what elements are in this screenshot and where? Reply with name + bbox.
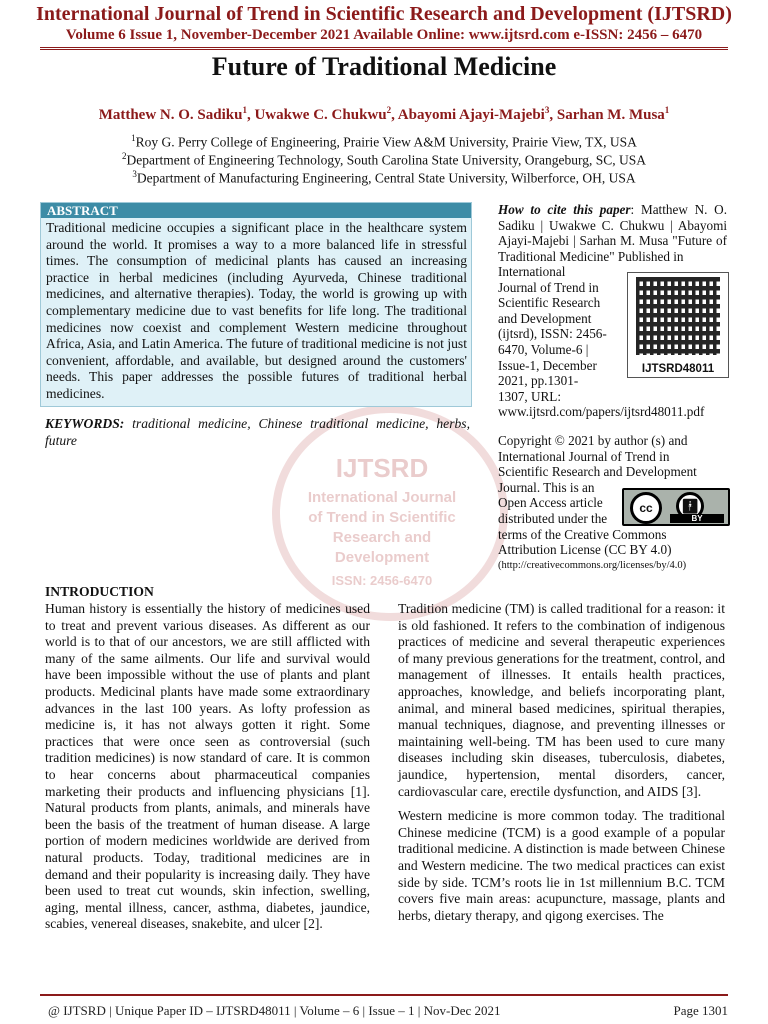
- keywords: [45, 416, 470, 449]
- citation-narrow: [498, 264, 620, 404]
- citation-line: International: [498, 264, 566, 279]
- citation-line: Scientific Research: [498, 295, 601, 311]
- footer-info: @ IJTSRD | Unique Paper ID – IJTSRD48011 | Volume – 6 | Issue – 1 | Nov-Dec 2021: [48, 1003, 501, 1018]
- watermark-acronym: IJTSRD: [335, 453, 429, 483]
- affiliation-text: Department of Engineering Technology, South Carolina State University, Orangeburg, SC, USA: [126, 152, 646, 168]
- paragraph: Tradition medicine (TM) is called traditional for a reason: it is old fashioned. It refers to the combination of indigenous practices of medicine and several therapeutic experiences of many previous generations for the treatment, control, and management of illnesses. It entails health practices, approaches, knowledge, and beliefs incorporating plant, animal, and mineral based medicines, spiritual therapies, manual techniques, diagnose, and preventing illnesses or maintaining well-being. TM has been used to cure many diseases including skin diseases, tuberculosis, diabetes, jaundice, hypertension, mental disorders, cancer, cardiovascular care, erectile dysfunction, and AIDS [3].: [398, 601, 725, 799]
- section-heading-introduction: INTRODUCTION: [45, 584, 154, 599]
- citation-line: Issue-1, December: [498, 357, 597, 373]
- affiliation-3: [0, 166, 768, 187]
- qr-code: [627, 272, 729, 378]
- watermark-line: of Trend in Scientific: [308, 509, 456, 526]
- qr-label: IJTSRD48011: [641, 363, 715, 375]
- by-label: BY: [670, 514, 724, 523]
- copyright-line: Open Access article: [498, 495, 603, 511]
- copyright-line: terms of the Creative Commons: [498, 526, 667, 542]
- citation-line: 6470, Volume-6 |: [498, 341, 589, 357]
- keywords-text: traditional medicine, Chinese traditional medicine, herbs, future: [45, 416, 470, 448]
- author-aff: 2: [386, 105, 392, 115]
- intro-left-column: [45, 601, 370, 933]
- page-number: Page 1301: [673, 1003, 728, 1018]
- citation-url[interactable]: www.ijtsrd.com/papers/ijtsrd48011.pdf: [498, 404, 705, 419]
- footer-divider: [40, 994, 728, 996]
- abstract-text: Traditional medicine occupies a significant place in the healthcare system around the world. It promises a way to a more balanced life in stressful times. The consumption of medicinal plants has caused an increasing practice in herbal medicines (including Ayurveda, Chinese traditional medicines, and alternative therapies). Today, the world is growing up with complementary medicine due to vast benefits for life long. The traditional medicines now coexist and complement Western medicine throughout Africa, Asia, and Latin America. The future of traditional medicine is not just convenient, affordable, and available, but designed around the customers' needs. This paper addresses the possible futures of traditional herbal medicines.: [46, 220, 467, 401]
- author-list: Matthew N. O. Sadiku$^1$, Uwakwe C. Chukwu$^2$, Abayomi Ajayi-Majebi$^3$, Sarhan M. Musa$^1$: [98, 105, 670, 123]
- author-name: Sarhan M. Musa: [556, 107, 665, 123]
- cc-icon: cc: [630, 492, 662, 524]
- author-aff: 3: [544, 105, 550, 115]
- citation-line: Journal of Trend in: [498, 279, 599, 295]
- author-name: Matthew N. O. Sadiku: [98, 107, 243, 123]
- author-aff: 1: [664, 105, 670, 115]
- copyright-line: Scientific Research and Development: [498, 464, 697, 480]
- journal-name: International Journal of Trend in Scientific Research and Development (IJTSRD): [36, 3, 732, 25]
- paper-title: Future of Traditional Medicine: [211, 52, 557, 81]
- watermark-line: Research and: [332, 529, 432, 546]
- affiliation-num: 2: [122, 151, 127, 161]
- citation-line: and Development: [498, 310, 592, 326]
- affiliation-text: Department of Manufacturing Engineering, Central State University, Wilberforce, OH, USA: [136, 170, 636, 186]
- citation-line: 2021, pp.1301-: [498, 373, 579, 389]
- cc-by-badge: [622, 488, 730, 526]
- copyright-line: International Journal of Trend in: [498, 448, 670, 464]
- qr-code-icon: [636, 277, 720, 355]
- author-name: Uwakwe C. Chukwu: [254, 107, 387, 123]
- copyright-line: Journal. This is an: [498, 479, 595, 495]
- keywords-label: KEYWORDS:: [45, 416, 125, 431]
- copyright-line: distributed under the: [498, 510, 608, 526]
- header-divider: [40, 47, 728, 50]
- intro-right-column: [398, 601, 725, 924]
- citation-label: How to cite this paper: [498, 202, 631, 217]
- license-url[interactable]: (http://creativecommons.org/licenses/by/4.0): [498, 559, 687, 571]
- watermark-line: Development: [334, 549, 430, 566]
- attribution-person-icon: 🚹︎: [676, 492, 704, 520]
- affiliation-num: 1: [131, 133, 136, 143]
- paragraph: Western medicine is more common today. The traditional Chinese medicine (TCM) is a good example of a popular traditional medicine. A distinction is made between Chinese and Western medicine. The two medical practices can exist side by side. TCM’s roots lie in 1st millennium B.C. TCM covers five main areas: acupuncture, massage, plants and herbs, dietary therapy, and qigong exercises. The: [398, 808, 725, 923]
- abstract-box: [40, 202, 472, 407]
- abstract-heading: ABSTRACT: [41, 203, 471, 218]
- watermark-issn: ISSN: 2456-6470: [331, 573, 433, 588]
- citation-line: (ijtsrd), ISSN: 2456-: [498, 326, 607, 342]
- affiliation-text: Roy G. Perry College of Engineering, Prairie View A&M University, Prairie View, TX, USA: [135, 134, 637, 150]
- author-name: Abayomi Ajayi-Majebi: [397, 107, 545, 123]
- citation-intro: [498, 202, 727, 264]
- watermark-line: International Journal: [307, 489, 457, 506]
- paragraph: Human history is essentially the history of medicines used to treat and prevent various diseases. As different as our world is to that of our ancestors, we are still afflicted with many of the same ailments. Our life and survival would have been impossible without the use of plants and plant products. Medicinal plants have made some extraordinary advances in the last 100 years. As lofty profession as medicine is, it has not always gotten it right. Some practices that were once seen as controversial (such tradition medicines) is now standard of care. It is common to hear concerns about pharmaceutical companies marketing their products and influencing physicians [1]. Natural products from plants, animals, and minerals have been the basis of the treatment of human disease. A large portion of modern medicines worldwide are derived from natural products. Today, traditional medicines are in demand and their popularity is increasing daily. They have been used to treat cut wounds, skin infection, swelling, aging, mental illness, cancer, asthma, diabetes, jaundice, scabies, venereal diseases, snakebite, and ulcer [2].: [45, 601, 370, 932]
- affiliation-num: 3: [132, 169, 137, 179]
- citation-text: : Matthew N. O. Sadiku | Uwakwe C. Chukwu | Abayomi Ajayi-Majebi | Sarhan M. Musa "Future of Traditional Medicine" Published in: [498, 202, 728, 264]
- copyright-line: Attribution License (CC BY 4.0): [498, 542, 672, 558]
- author-aff: 1: [242, 105, 247, 115]
- citation-line: 1307, URL:: [498, 388, 562, 404]
- volume-line: Volume 6 Issue 1, November-December 2021 Available Online: www.ijtsrd.com e-ISSN: 2456 – 6470: [65, 27, 703, 43]
- copyright-line: Copyright © 2021 by author (s) and: [498, 433, 688, 448]
